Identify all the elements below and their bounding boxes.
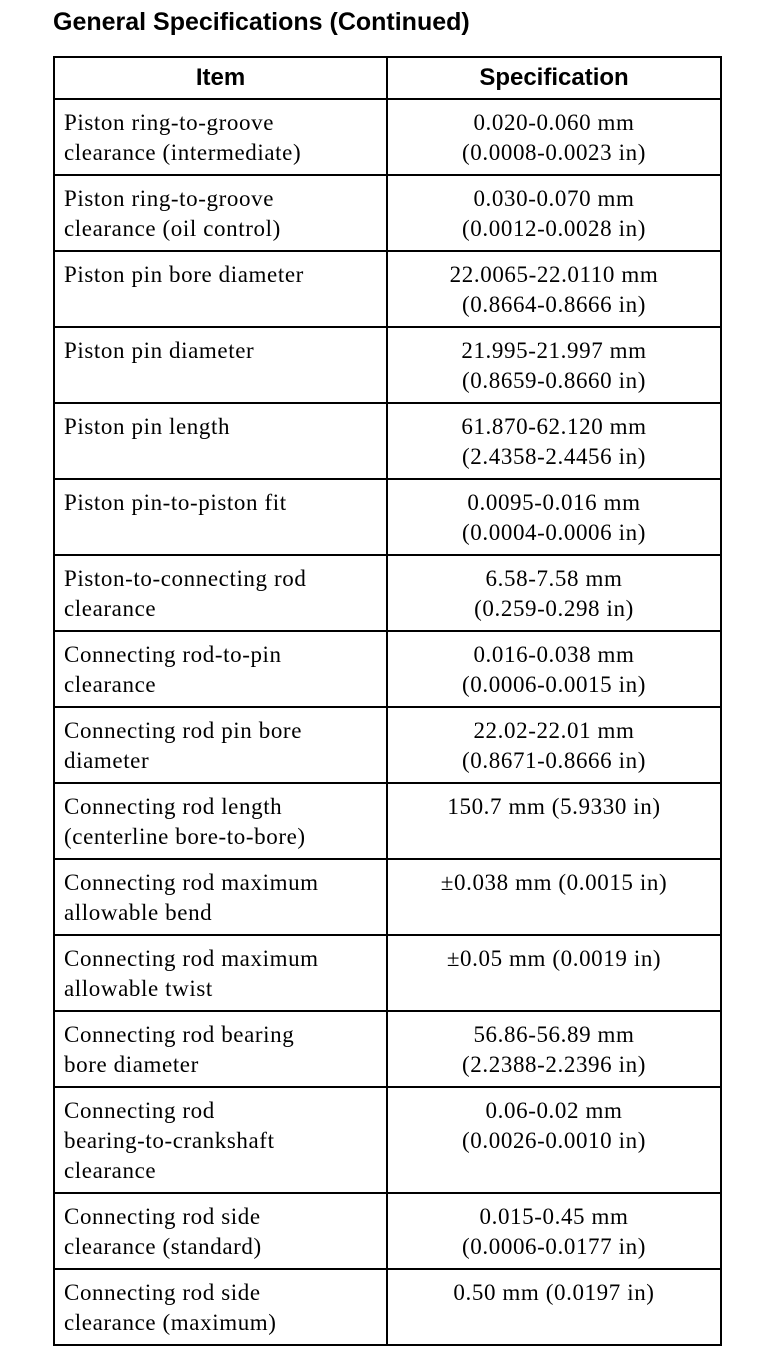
item-text-line: clearance bbox=[64, 672, 157, 697]
item-cell bbox=[54, 1011, 387, 1087]
item-text-line: clearance (intermediate) bbox=[64, 140, 302, 165]
page-title: General Specifications (Continued) bbox=[53, 8, 470, 36]
item-text-line: Piston ring-to-groove bbox=[64, 186, 274, 211]
specification-cell bbox=[387, 1087, 721, 1193]
item-text-line: allowable twist bbox=[64, 976, 213, 1001]
specification-cell bbox=[387, 99, 721, 175]
table-row bbox=[54, 1269, 721, 1345]
specification-text-line: 22.0065-22.0110 mm bbox=[449, 262, 659, 287]
item-text-line: clearance (standard) bbox=[64, 1234, 262, 1259]
table-row bbox=[54, 99, 721, 175]
specification-text-line: 0.0095-0.016 mm bbox=[467, 490, 641, 515]
specification-text-line: ±0.038 mm (0.0015 in) bbox=[440, 870, 668, 895]
specification-text-line: (0.0012-0.0028 in) bbox=[462, 216, 646, 241]
specification-text-line: 22.02-22.01 mm bbox=[473, 718, 635, 743]
table-row bbox=[54, 935, 721, 1011]
item-text-line: clearance bbox=[64, 596, 157, 621]
specification-text-line: 0.50 mm (0.0197 in) bbox=[453, 1280, 655, 1305]
item-cell bbox=[54, 631, 387, 707]
specification-cell bbox=[387, 707, 721, 783]
item-cell bbox=[54, 327, 387, 403]
specification-text-line: 21.995-21.997 mm bbox=[461, 338, 647, 363]
item-cell bbox=[54, 251, 387, 327]
item-text-line: Piston pin bore diameter bbox=[64, 262, 304, 287]
item-text-line: clearance bbox=[64, 1158, 157, 1183]
specification-text-line: 0.016-0.038 mm bbox=[473, 642, 635, 667]
specifications-table bbox=[53, 56, 722, 1346]
specification-text-line: (0.0006-0.0015 in) bbox=[462, 672, 646, 697]
specification-cell bbox=[387, 1011, 721, 1087]
table-row bbox=[54, 1011, 721, 1087]
item-text-line: Connecting rod-to-pin bbox=[64, 642, 282, 667]
item-cell bbox=[54, 935, 387, 1011]
item-cell bbox=[54, 859, 387, 935]
table-row bbox=[54, 327, 721, 403]
specification-text-line: 61.870-62.120 mm bbox=[461, 414, 647, 439]
specification-cell bbox=[387, 935, 721, 1011]
item-text-line: (centerline bore-to-bore) bbox=[64, 824, 306, 849]
item-text-line: Connecting rod maximum bbox=[64, 946, 319, 971]
specification-text-line: (0.0006-0.0177 in) bbox=[462, 1234, 646, 1259]
specification-text-line: 150.7 mm (5.9330 in) bbox=[447, 794, 661, 819]
item-text-line: Piston pin-to-piston fit bbox=[64, 490, 287, 515]
specification-cell bbox=[387, 479, 721, 555]
specification-text-line: (2.2388-2.2396 in) bbox=[462, 1052, 646, 1077]
table-row bbox=[54, 1193, 721, 1269]
table-row bbox=[54, 859, 721, 935]
specification-cell bbox=[387, 175, 721, 251]
item-text-line: clearance (oil control) bbox=[64, 216, 281, 241]
specification-text-line: (0.0026-0.0010 in) bbox=[462, 1128, 646, 1153]
item-cell bbox=[54, 1087, 387, 1193]
specification-text-line: 0.030-0.070 mm bbox=[473, 186, 635, 211]
item-cell bbox=[54, 479, 387, 555]
item-cell bbox=[54, 1193, 387, 1269]
specification-text-line: 56.86-56.89 mm bbox=[473, 1022, 635, 1047]
item-text-line: Connecting rod side bbox=[64, 1204, 261, 1229]
table-body bbox=[54, 99, 721, 1345]
specification-text-line: ±0.05 mm (0.0019 in) bbox=[446, 946, 662, 971]
specification-text-line: (0.8671-0.8666 in) bbox=[462, 748, 646, 773]
item-cell bbox=[54, 707, 387, 783]
item-text-line: Piston-to-connecting rod bbox=[64, 566, 307, 591]
item-text-line: bore diameter bbox=[64, 1052, 199, 1077]
specification-text-line: (0.8659-0.8660 in) bbox=[462, 368, 646, 393]
item-cell bbox=[54, 1269, 387, 1345]
specification-text-line: (0.0004-0.0006 in) bbox=[462, 520, 646, 545]
specification-cell bbox=[387, 859, 721, 935]
item-text-line: Connecting rod length bbox=[64, 794, 283, 819]
specification-cell bbox=[387, 783, 721, 859]
item-text-line: Connecting rod side bbox=[64, 1280, 261, 1305]
item-cell bbox=[54, 555, 387, 631]
specification-text-line: (0.259-0.298 in) bbox=[474, 596, 634, 621]
item-text-line: clearance (maximum) bbox=[64, 1310, 277, 1335]
column-header-item: Item bbox=[54, 57, 387, 99]
item-cell bbox=[54, 99, 387, 175]
table-header-row bbox=[54, 57, 721, 99]
item-text-line: Connecting rod pin bore bbox=[64, 718, 303, 743]
specification-cell bbox=[387, 631, 721, 707]
item-cell bbox=[54, 175, 387, 251]
item-text-line: bearing-to-crankshaft bbox=[64, 1128, 275, 1153]
specification-cell bbox=[387, 1193, 721, 1269]
item-text-line: Connecting rod maximum bbox=[64, 870, 319, 895]
specification-text-line: (0.8664-0.8666 in) bbox=[462, 292, 646, 317]
table-row bbox=[54, 707, 721, 783]
item-text-line: Piston ring-to-groove bbox=[64, 110, 274, 135]
specification-cell bbox=[387, 403, 721, 479]
specification-text-line: 0.06-0.02 mm bbox=[485, 1098, 623, 1123]
table-row bbox=[54, 251, 721, 327]
item-text-line: Connecting rod bearing bbox=[64, 1022, 295, 1047]
item-text-line: Piston pin diameter bbox=[64, 338, 255, 363]
specification-cell bbox=[387, 327, 721, 403]
item-cell bbox=[54, 783, 387, 859]
item-text-line: allowable bend bbox=[64, 900, 213, 925]
column-header-specification: Specification bbox=[387, 57, 721, 99]
specification-text-line: (0.0008-0.0023 in) bbox=[462, 140, 646, 165]
table-row bbox=[54, 631, 721, 707]
item-text-line: Connecting rod bbox=[64, 1098, 215, 1123]
table-row bbox=[54, 403, 721, 479]
specification-text-line: (2.4358-2.4456 in) bbox=[462, 444, 646, 469]
table-row bbox=[54, 1087, 721, 1193]
table-row bbox=[54, 175, 721, 251]
specification-cell bbox=[387, 1269, 721, 1345]
specification-cell bbox=[387, 251, 721, 327]
specification-text-line: 6.58-7.58 mm bbox=[485, 566, 623, 591]
item-cell bbox=[54, 403, 387, 479]
specification-text-line: 0.020-0.060 mm bbox=[473, 110, 635, 135]
item-text-line: Piston pin length bbox=[64, 414, 231, 439]
specification-text-line: 0.015-0.45 mm bbox=[479, 1204, 629, 1229]
table-row bbox=[54, 783, 721, 859]
table-row bbox=[54, 479, 721, 555]
table-row bbox=[54, 555, 721, 631]
item-text-line: diameter bbox=[64, 748, 150, 773]
specification-cell bbox=[387, 555, 721, 631]
